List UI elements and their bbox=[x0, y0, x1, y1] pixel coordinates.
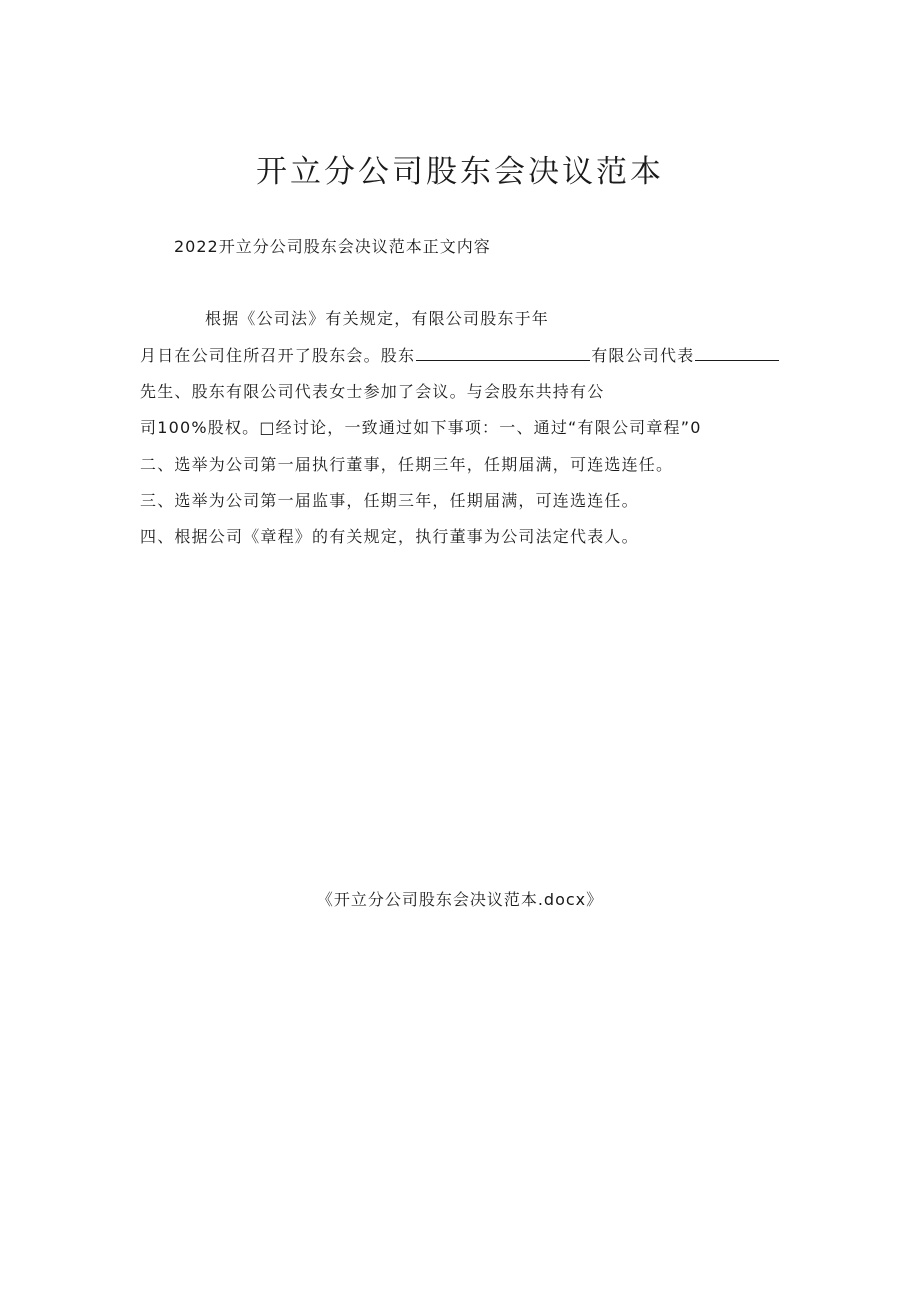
resolution-item-2: 二、选举为公司第一届执行董事，任期三年，任期届满，可连选连任。 bbox=[140, 455, 674, 474]
shareholder-blank-line bbox=[416, 345, 590, 361]
paragraph-line-3: 先生、股东有限公司代表女士参加了会议。与会股东共持有公 bbox=[140, 382, 605, 401]
representative-blank-line bbox=[695, 345, 779, 361]
paragraph-line-2 bbox=[140, 343, 780, 366]
document-subtitle: 2022开立分公司股东会决议范本正文内容 bbox=[174, 237, 491, 256]
document-title: 开立分公司股东会决议范本 bbox=[256, 154, 664, 190]
paragraph-line-4: 司100%股权。□经讨论，一致通过如下事项：一、通过“有限公司章程”0 bbox=[140, 418, 702, 437]
paragraph-line-2-part-b: 有限公司代表 bbox=[591, 346, 695, 365]
paragraph-line-2-part-a: 月日在公司住所召开了股东会。股东 bbox=[140, 346, 416, 365]
document-filename-footer: 《开立分公司股东会决议范本.docx》 bbox=[316, 890, 604, 909]
resolution-item-4: 四、根据公司《章程》的有关规定，执行董事为公司法定代表人。 bbox=[140, 527, 639, 546]
resolution-item-3: 三、选举为公司第一届监事，任期三年，任期届满，可连选连任。 bbox=[140, 491, 639, 510]
paragraph-line-1: 根据《公司法》有关规定，有限公司股东于年 bbox=[205, 309, 550, 328]
